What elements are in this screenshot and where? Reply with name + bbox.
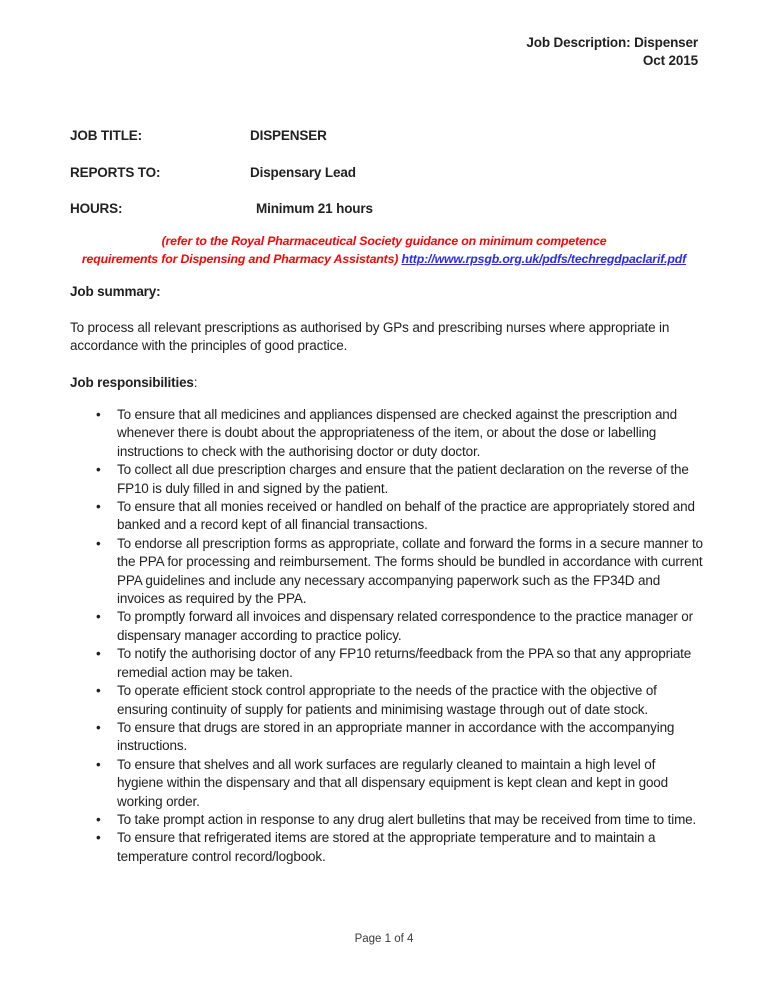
document-header (526, 34, 698, 69)
job-title-value: DISPENSER (250, 128, 327, 143)
hours-row (70, 200, 373, 218)
list-item: • To promptly forward all invoices and dispensary related correspondence to the practice manager or dispensary manager according to practice policy. (117, 608, 703, 645)
job-summary-paragraph: To process all relevant prescriptions as authorised by GPs and prescribing nurses where appropriate in accordance with the principles of good practice. (70, 320, 670, 354)
page-number-footer: Page 1 of 4 (354, 933, 414, 945)
reports-to-value: Dispensary Lead (250, 164, 356, 180)
list-item: • To ensure that refrigerated items are stored at the appropriate temperature and to maintain a temperature control record/logbook. (117, 829, 703, 866)
list-item: • To ensure that shelves and all work surfaces are regularly cleaned to maintain a high level of hygiene within the dispensary and that all dispensary equipment is kept clean and kept in good working order. (117, 756, 703, 811)
job-summary-heading: Job summary: (70, 284, 161, 299)
list-item: • To ensure that drugs are stored in an appropriate manner in accordance with the accompanying instructions. (117, 719, 703, 756)
job-responsibilities-heading-text: Job responsibilities (70, 375, 194, 390)
reports-to-row (70, 164, 373, 182)
list-item: • To take prompt action in response to any drug alert bulletins that may be received from time to time. (117, 811, 703, 829)
list-item: • To notify the authorising doctor of any FP10 returns/feedback from the PPA so that any appropriate remedial action may be taken. (117, 645, 703, 682)
job-title-label: JOB TITLE: (70, 128, 142, 143)
guidance-note (0, 233, 768, 269)
list-item: • To ensure that all monies received or handled on behalf of the practice are appropriately stored and banked and a record kept of all financial transactions. (117, 498, 703, 535)
responsibilities-list (70, 406, 703, 866)
job-title-row (70, 127, 373, 145)
list-item: • To operate efficient stock control appropriate to the needs of the practice with the objective of ensuring continuity of supply for patients and minimising wastage through out of date stock. (117, 682, 703, 719)
reports-to-label: REPORTS TO: (70, 164, 161, 180)
list-item: • To ensure that all medicines and appliances dispensed are checked against the prescription and whenever there is doubt about the appropriateness of the item, or about the dose or labelling instructions to check with the authorising doctor or duty doctor. (117, 406, 703, 461)
guidance-note-line2: requirements for Dispensing and Pharmacy Assistants) (81, 251, 402, 266)
job-info-block (70, 127, 373, 237)
guidance-pdf-link[interactable]: http://www.rpsgb.org.uk/pdfs/techregdpaclarif.pdf (401, 251, 687, 266)
hours-value: Minimum 21 hours (256, 201, 373, 217)
header-title: Job Description: Dispenser (526, 35, 698, 50)
job-responsibilities-heading-colon: : (193, 375, 198, 390)
list-item: • To collect all due prescription charges and ensure that the patient declaration on the reverse of the FP10 is duly filled in and signed by the patient. (117, 461, 703, 498)
header-date: Oct 2015 (642, 52, 698, 68)
list-item: • To endorse all prescription forms as appropriate, collate and forward the forms in a secure manner to the PPA for processing and reimbursement. The forms should be bundled in accordance with current PPA guidelines and include any necessary accompanying paperwork such as the FP34D and invoices as required by the PPA. (117, 535, 703, 609)
hours-label: HOURS: (70, 201, 123, 217)
guidance-note-line1: (refer to the Royal Pharmaceutical Society guidance on minimum competence (161, 234, 607, 248)
job-responsibilities-heading (70, 375, 197, 390)
